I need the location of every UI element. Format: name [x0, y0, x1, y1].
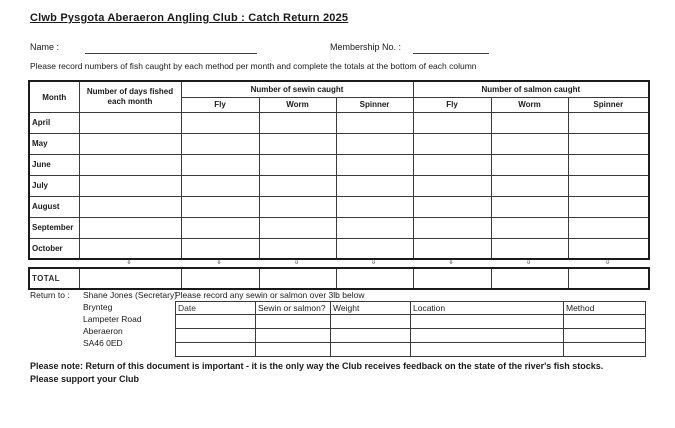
catch-entry-cell[interactable] — [181, 112, 259, 133]
month-row — [29, 154, 649, 175]
catch-entry-cell[interactable] — [491, 196, 568, 217]
catch-entry-cell[interactable] — [491, 217, 568, 238]
total-salmon-fly-cell[interactable] — [413, 268, 491, 289]
month-row — [29, 238, 649, 259]
large-fish-entry-cell[interactable] — [331, 329, 411, 343]
method-column-header: Method — [564, 302, 646, 315]
days-fished-column-header: Number of days fished each month — [79, 81, 181, 112]
catch-entry-cell[interactable] — [413, 238, 491, 259]
large-fish-entry-cell[interactable] — [411, 315, 564, 329]
large-fish-header-row — [176, 302, 646, 315]
catch-entry-cell[interactable] — [336, 217, 413, 238]
salmon-spinner-header: Spinner — [568, 97, 649, 112]
catch-entry-cell[interactable] — [491, 175, 568, 196]
sewin-spinner-header: Spinner — [336, 97, 413, 112]
large-fish-entry-cell[interactable] — [411, 329, 564, 343]
large-fish-row — [176, 329, 646, 343]
catch-entry-cell[interactable] — [568, 238, 649, 259]
totals-arrow-strip — [28, 257, 648, 267]
weight-column-header: Weight — [331, 302, 411, 315]
catch-entry-cell[interactable] — [181, 217, 259, 238]
catch-entry-cell[interactable] — [413, 217, 491, 238]
header-row-groups — [29, 81, 649, 97]
name-input-line[interactable] — [85, 53, 257, 54]
arrow-spacer — [28, 257, 78, 267]
large-fish-entry-cell[interactable] — [564, 315, 646, 329]
date-column-header: Date — [176, 302, 256, 315]
catch-entry-cell[interactable] — [568, 175, 649, 196]
catch-entry-cell[interactable] — [259, 112, 336, 133]
catch-entry-cell[interactable] — [79, 154, 181, 175]
secretary-name: Shane Jones (Secretary) — [83, 290, 178, 300]
large-fish-entry-cell[interactable] — [564, 329, 646, 343]
catch-entry-cell[interactable] — [181, 133, 259, 154]
total-days-cell[interactable] — [79, 268, 181, 289]
name-label: Name : — [30, 42, 60, 52]
catch-entry-cell[interactable] — [568, 217, 649, 238]
page-title: Clwb Pysgota Aberaeron Angling Club : Catch Return 2025 — [30, 12, 349, 24]
total-salmon-spinner-cell[interactable] — [568, 268, 649, 289]
catch-entry-cell[interactable] — [181, 175, 259, 196]
month-label: September — [29, 217, 79, 238]
address-line: Aberaeron — [83, 326, 123, 336]
catch-entry-cell[interactable] — [568, 196, 649, 217]
catch-entry-cell[interactable] — [259, 217, 336, 238]
month-row — [29, 112, 649, 133]
address-line: Lampeter Road — [83, 314, 142, 324]
catch-entry-cell[interactable] — [79, 217, 181, 238]
catch-entry-cell[interactable] — [413, 133, 491, 154]
large-fish-entry-cell[interactable] — [256, 343, 331, 357]
total-sewin-spinner-cell[interactable] — [336, 268, 413, 289]
catch-entry-cell[interactable] — [336, 133, 413, 154]
instruction-text: Please record numbers of fish caught by each method per month and complete the totals at the bottom of each column — [30, 61, 477, 71]
total-sewin-worm-cell[interactable] — [259, 268, 336, 289]
catch-entry-cell[interactable] — [79, 112, 181, 133]
monthly-catch-table — [28, 80, 650, 260]
return-to-label: Return to : — [30, 290, 70, 300]
catch-entry-cell[interactable] — [259, 133, 336, 154]
catch-entry-cell[interactable] — [259, 154, 336, 175]
large-fish-row — [176, 343, 646, 357]
down-arrow-icon: ⇩ — [216, 258, 222, 266]
catch-entry-cell[interactable] — [336, 112, 413, 133]
large-fish-row — [176, 315, 646, 329]
total-label: TOTAL — [29, 268, 79, 289]
catch-entry-cell[interactable] — [259, 196, 336, 217]
catch-entry-cell[interactable] — [413, 154, 491, 175]
catch-entry-cell[interactable] — [413, 196, 491, 217]
month-row — [29, 175, 649, 196]
month-label: August — [29, 196, 79, 217]
catch-entry-cell[interactable] — [491, 112, 568, 133]
month-label: May — [29, 133, 79, 154]
month-row — [29, 217, 649, 238]
large-fish-entry-cell[interactable] — [331, 315, 411, 329]
salmon-group-header: Number of salmon caught — [413, 81, 649, 97]
large-fish-entry-cell[interactable] — [331, 343, 411, 357]
large-fish-entry-cell[interactable] — [176, 343, 256, 357]
catch-entry-cell[interactable] — [181, 196, 259, 217]
address-line: SA46 0ED — [83, 338, 123, 348]
importance-note: Please note: Return of this document is important - it is the only way the Club receives feedback on the state of the river's fish stocks. — [30, 361, 604, 371]
catch-entry-cell[interactable] — [491, 154, 568, 175]
catch-entry-cell[interactable] — [259, 238, 336, 259]
months-body — [29, 112, 649, 259]
down-arrow-icon: ⇩ — [448, 258, 454, 266]
address-line: Brynteg — [83, 302, 113, 312]
catch-entry-cell[interactable] — [336, 238, 413, 259]
sewin-fly-header: Fly — [181, 97, 259, 112]
total-salmon-worm-cell[interactable] — [491, 268, 568, 289]
catch-entry-cell[interactable] — [79, 238, 181, 259]
sewin-worm-header: Worm — [259, 97, 336, 112]
month-label: October — [29, 238, 79, 259]
catch-entry-cell[interactable] — [79, 175, 181, 196]
catch-entry-cell[interactable] — [79, 196, 181, 217]
total-row — [29, 268, 649, 289]
total-sewin-fly-cell[interactable] — [181, 268, 259, 289]
month-row — [29, 196, 649, 217]
catch-entry-cell[interactable] — [259, 175, 336, 196]
down-arrow-icon: ⇩ — [604, 258, 611, 266]
membership-no-label: Membership No. : — [330, 42, 402, 52]
catch-entry-cell[interactable] — [491, 133, 568, 154]
large-fish-note: Please record any sewin or salmon over 3lb below — [175, 290, 365, 300]
support-note: Please support your Club — [30, 374, 140, 384]
catch-entry-cell[interactable] — [181, 238, 259, 259]
large-fish-entry-cell[interactable] — [411, 343, 564, 357]
membership-no-input-line[interactable] — [413, 53, 489, 54]
large-fish-entry-cell[interactable] — [176, 329, 256, 343]
catch-entry-cell[interactable] — [568, 133, 649, 154]
large-fish-entry-cell[interactable] — [176, 315, 256, 329]
salmon-fly-header: Fly — [413, 97, 491, 112]
month-column-header: Month — [29, 81, 79, 112]
catch-entry-cell[interactable] — [336, 154, 413, 175]
down-arrow-icon: ⇩ — [293, 258, 300, 266]
down-arrow-icon: ⇩ — [525, 258, 532, 266]
down-arrow-icon: ⇩ — [126, 258, 132, 266]
large-fish-table — [175, 301, 646, 357]
month-label: June — [29, 154, 79, 175]
salmon-worm-header: Worm — [491, 97, 568, 112]
catch-entry-cell[interactable] — [413, 112, 491, 133]
sewin-group-header: Number of sewin caught — [181, 81, 413, 97]
month-label: April — [29, 112, 79, 133]
large-fish-entry-cell[interactable] — [256, 315, 331, 329]
down-arrow-icon: ⇩ — [370, 258, 377, 266]
catch-entry-cell[interactable] — [491, 238, 568, 259]
large-fish-entry-cell[interactable] — [256, 329, 331, 343]
month-row — [29, 133, 649, 154]
catch-entry-cell[interactable] — [336, 196, 413, 217]
catch-entry-cell[interactable] — [413, 175, 491, 196]
totals-table — [28, 267, 650, 290]
catch-entry-cell[interactable] — [568, 112, 649, 133]
catch-entry-cell[interactable] — [568, 154, 649, 175]
large-fish-body — [176, 315, 646, 357]
species-column-header: Sewin or salmon? — [256, 302, 331, 315]
catch-entry-cell[interactable] — [336, 175, 413, 196]
large-fish-entry-cell[interactable] — [564, 343, 646, 357]
catch-entry-cell[interactable] — [181, 154, 259, 175]
month-label: July — [29, 175, 79, 196]
catch-entry-cell[interactable] — [79, 133, 181, 154]
location-column-header: Location — [411, 302, 564, 315]
